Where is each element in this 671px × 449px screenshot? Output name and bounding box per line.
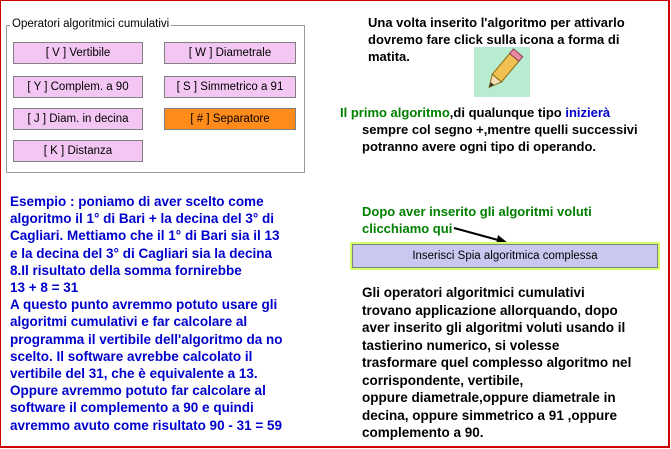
gli-line: aver inserito gli algoritmi voluti usando il — [362, 320, 626, 335]
diametrale-button[interactable]: [ W ] Diametrale — [164, 42, 296, 64]
gli-line: oppure diametrale,oppure diametrale in — [362, 390, 616, 405]
esempio-line: avremmo avuto come risultato 90 - 31 = 59 — [10, 417, 282, 433]
distanza-button[interactable]: [ K ] Distanza — [13, 140, 143, 162]
primo-algoritmo-label: Il primo algoritmo — [340, 105, 450, 120]
diametrale-decina-button[interactable]: [ J ] Diam. in decina — [13, 108, 143, 130]
primo-algoritmo-line-1 — [340, 104, 610, 121]
esempio-line: Esempio : poniamo di aver scelto come — [10, 194, 264, 209]
dopo-line-2: clicchiamo qui — [362, 221, 453, 236]
instruction-line-3: matita. — [368, 49, 410, 64]
gli-line: trasformare quel complesso algoritmo nel — [362, 355, 632, 370]
gli-line: complemento a 90. — [362, 425, 484, 440]
esempio-line: algoritmi cumulativi e far calcolare al — [10, 314, 248, 330]
esempio-line: vertibile del 31, che è equivalente a 13. — [10, 366, 258, 381]
operators-group-title: Operatori algoritmici cumulativi — [12, 18, 170, 30]
esempio-line: software il complemento a 90 e quindi — [10, 400, 254, 416]
esempio-line: Cagliari. Mettiamo che il 1° di Bari sia il 13 — [10, 228, 280, 244]
gli-line: tastierino numerico, si volesse — [362, 337, 560, 353]
gli-line: decina, oppure simmetrico a 91 ,oppure — [362, 407, 618, 423]
dopo-line-1: Dopo aver inserito gli algoritmi voluti — [362, 204, 592, 219]
esempio-line: algoritmo il 1° di Bari + la decina del 3° di — [10, 211, 274, 227]
instruction-line-1: Una volta inserito l'algoritmo per attivarlo — [368, 15, 625, 30]
vertibile-button[interactable]: [ V ] Vertibile — [13, 42, 143, 64]
esempio-line: scelto. Il software avrebbe calcolato il — [10, 348, 253, 364]
separatore-button[interactable]: [ # ] Separatore — [164, 108, 296, 130]
simmetrico-91-button[interactable]: [ S ] Simmetrico a 91 — [164, 76, 296, 98]
primo-algoritmo-line-2: sempre col segno +,mentre quelli successivi — [362, 122, 638, 137]
primo-algoritmo-middle: ,di qualunque tipo — [449, 105, 566, 120]
inizierà-label: inizierà — [565, 105, 611, 120]
esempio-line: 13 + 8 = 31 — [10, 280, 79, 295]
esempio-line: A questo punto avremmo potuto usare gli — [10, 297, 278, 313]
primo-algoritmo-line-3: potranno avere ogni tipo di operando. — [362, 139, 597, 154]
pencil-icon[interactable] — [474, 47, 530, 97]
esempio-line: e la decina del 3° di Cagliari sia la decina — [10, 245, 273, 261]
complemento-90-button[interactable]: [ Y ] Complem. a 90 — [13, 76, 143, 98]
gli-line: corrispondente, vertibile, — [362, 372, 524, 388]
gli-line: Gli operatori algoritmici cumulativi — [362, 285, 585, 300]
gli-line: trovano applicazione allorquando, dopo — [362, 302, 618, 318]
esempio-line: programma il vertibile dell'algoritmo da no — [10, 331, 283, 347]
esempio-line: 8.Il risultato della somma fornirebbe — [10, 262, 242, 278]
instruction-line-2: dovremo fare click sulla icona a forma di — [368, 32, 620, 47]
esempio-line: Oppure avremmo potuto far calcolare al — [10, 383, 266, 399]
inserisci-spia-button[interactable]: Inserisci Spia algoritmica complessa — [352, 244, 658, 268]
